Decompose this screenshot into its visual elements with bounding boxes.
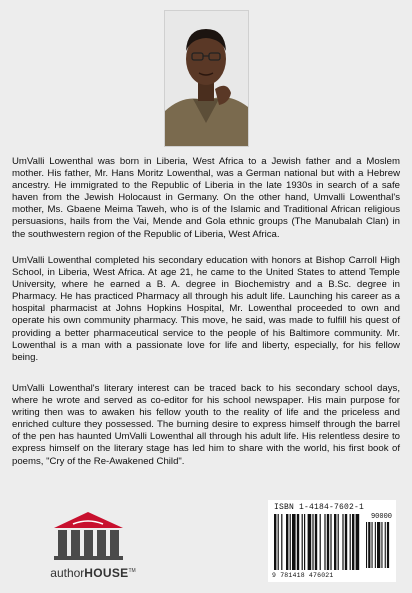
authorhouse-logo-icon <box>38 510 148 566</box>
barcode-bar <box>356 514 360 570</box>
biography-paragraph-literary: UmValli Lowenthal's literary interest can be traced back to his secondary school days, where he wrote and served as co-editor for his school newspaper. His main purpose for writing then was to awaken his fellow youth to the reality of life and the priceless and enriched culture they possessed. The burning desire to express himself through the barrel of the pen has haunted UmValli Lowenthal all through his adult life. His relentless desire to express himself on the literary stage has led him to share with the world, his first book of poems, "Cry of the Re-Awakened Child". <box>12 383 400 467</box>
barcode-addon-bar <box>366 522 367 568</box>
barcode-addon-bar <box>375 522 376 568</box>
barcode-bar <box>281 514 282 570</box>
barcode-bar <box>324 514 325 570</box>
barcode-bar <box>345 514 347 570</box>
barcode-bar <box>342 514 343 570</box>
barcode-bar <box>286 514 288 570</box>
trademark-mark: TM <box>128 568 136 574</box>
barcode-bar <box>338 514 339 570</box>
barcode-bar <box>312 514 313 570</box>
barcode-bar <box>304 514 305 570</box>
barcode-bar <box>315 514 317 570</box>
barcode-bar <box>320 514 321 570</box>
barcode-addon-bar <box>368 522 370 568</box>
barcode-bar <box>352 514 354 570</box>
publisher-logo <box>38 510 148 580</box>
publisher-name-part1: author <box>50 566 85 580</box>
barcode-addon-bar <box>385 522 386 568</box>
barcode-bar <box>297 514 299 570</box>
barcode-addon-code: 90000 <box>370 513 392 521</box>
barcode-bar <box>302 514 303 570</box>
barcode-bar <box>308 514 312 570</box>
author-photo <box>164 10 249 147</box>
barcode-bar <box>278 514 279 570</box>
barcode-bar <box>327 514 329 570</box>
barcode-bar <box>334 514 336 570</box>
barcode-addon-bar <box>377 522 380 568</box>
biography-paragraph-origin: UmValli Lowenthal was born in Liberia, West Africa to a Jewish father and a Moslem mother. His father, Mr. Hans Moritz Lowenthal, was a German national but with a Hebrew ancestry. He immigrated to the Republic of Liberia in the late 1930s in search of a safe haven from the Jewish Holocaust in Germany. On the other hand, Umvalli Lowenthal's mother, Ms. Gbaene Meima Taweh, who is of the Islamic and Traditional African religious persuasions, hails from the Vai, Mende and Gola ethnic groups (The Manubalah Clan) in the southwestern region of the Republic of Liberia, West Africa. <box>12 156 400 240</box>
biography-paragraph-education: UmValli Lowenthal completed his secondary education with honors at Bishop Carroll High School, in Liberia, West Africa. At age 21, he came to the United States to attend Temple University, where he earned a B. A. degree in Biochemistry and a B.Sc. degree in Pharmacy. He has practiced Pharmacy all through his adult life. Launching his career as a hospital pharmacist at Johns Hopkins Hospital, Mr. Lowenthal proceeded to own and operate his own community pharmacy. This move, he said, was made to fulfill his quest of providing a better pharmaceutical service to the people of his Baltimore community. Mr. Lowenthal is a man with a passionate love for life and liberty, especially, for his fellow being. <box>12 255 400 363</box>
barcode-addon-bar <box>372 522 373 568</box>
barcode-addon-bar <box>387 522 389 568</box>
barcode-addon-bar <box>381 522 382 568</box>
barcode-bar <box>290 514 291 570</box>
isbn-label: ISBN 1-4184-7602-1 <box>274 503 365 512</box>
barcode-bars <box>268 500 396 582</box>
barcode-bar <box>350 514 351 570</box>
barcode-bar <box>274 514 276 570</box>
barcode-digits: 9 781418 476021 <box>272 572 334 579</box>
publisher-name-part2: HOUSE <box>84 566 129 580</box>
barcode-bar <box>292 514 296 570</box>
publisher-name <box>38 566 148 580</box>
barcode-bar <box>330 514 331 570</box>
isbn-barcode <box>268 500 396 582</box>
